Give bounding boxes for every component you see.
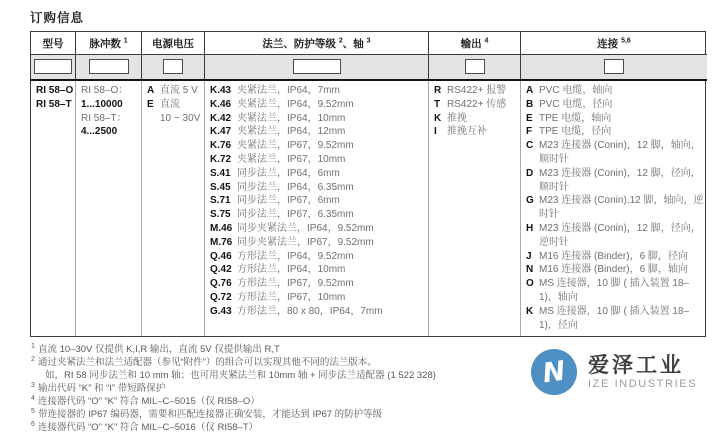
order-code-cell xyxy=(429,55,521,81)
footnote-6: $^6$ 连接器代码 “O” “K” 符合 MIL–C–5016（仅 RI58–T） xyxy=(31,421,259,434)
footnote-text: 带连接器的 IP67 编码器，需要和匹配连接器正确安装，才能达到 IP67 的防护等级 xyxy=(38,409,383,421)
option-entry: K.42 夹紧法兰，IP64，10mm xyxy=(210,112,346,124)
column-options-model xyxy=(31,81,76,336)
footnote-1: $^1$ 直流 10–30V 仅提供 K,I,R 输出，直流 5V 仅提供输出 R,T xyxy=(31,343,280,356)
order-code-cell xyxy=(31,55,76,81)
page-title: 订购信息 xyxy=(30,11,85,25)
pinwheel-n-icon xyxy=(531,349,577,395)
option-entry: B PVC 电缆，径向 xyxy=(526,98,613,110)
company-logo xyxy=(531,349,697,395)
option-entry: S.45 同步法兰，IP64，6.35mm xyxy=(210,181,354,193)
option-entry: G.43 方形法兰，80 x 80，IP64，7mm xyxy=(210,305,383,317)
ordering-table xyxy=(30,31,706,337)
option-entry: K.46 夹紧法兰，IP64，9.52mm xyxy=(210,98,354,110)
option-entry: E 直流 xyxy=(147,98,180,110)
option-entry: Q.76 方形法兰，IP67，9.52mm xyxy=(210,278,354,290)
order-code-box xyxy=(604,59,624,74)
column-options-pulse-count xyxy=(76,81,142,336)
option-entry: O MS 连接器，10 脚 ( 插入装置 18–1)，轴向 xyxy=(526,278,690,303)
footnote-2: $^2$ 通过夹紧法兰和法兰适配器（参见“附件”）的组合可以实现其他不同的法兰版本。 xyxy=(31,356,377,369)
table-header-row xyxy=(31,32,705,55)
option-entry: G M23 连接器 (Conin),12 脚，轴向，逆时针 xyxy=(526,195,704,221)
option-entry: 4...2500 xyxy=(81,126,118,138)
order-code-cell xyxy=(76,55,142,81)
order-code-cell xyxy=(142,55,205,81)
option-entry: 10 ~ 30V xyxy=(160,112,201,124)
table-body-row xyxy=(31,81,705,336)
option-entry: D M23 连接器 (Conin)，12 脚，径向，顺时针 xyxy=(526,167,701,193)
column-header-output: 输出 $^4$ xyxy=(429,32,521,55)
footnote-5: $^5$ 带连接器的 IP67 编码器，需要和匹配连接器正确安装，才能达到 IP67 的防护等级 xyxy=(31,408,383,421)
footnote-3: $^3$ 输出代码 “K” 和 “I” 带短路保护 xyxy=(31,382,166,395)
column-header-connection: 连接 $^{5,6}$ xyxy=(521,32,707,55)
option-entry: RI 58–T： xyxy=(81,112,127,124)
order-code-box xyxy=(163,59,183,74)
column-header-supply-voltage: 电源电压 xyxy=(142,32,205,55)
option-entry: N M16 连接器 (Binder)，6 脚，轴向 xyxy=(526,264,688,276)
column-options-supply-voltage xyxy=(142,81,205,336)
option-entry: M.46 同步夹紧法兰，IP64，9.52mm xyxy=(210,222,374,234)
option-entry: E TPE 电缆，轴向 xyxy=(526,112,612,124)
option-entry: K MS 连接器，10 脚 ( 插入装置 18–1)，径向 xyxy=(526,305,690,331)
order-code-cell xyxy=(205,55,429,81)
option-entry: Q.42 方形法兰，IP64，10mm xyxy=(210,264,346,276)
footnote-text: 连接器代码 “O” “K” 符合 MIL–C–5015（仅 RI58–O） xyxy=(38,396,260,408)
footnote-text: 直流 10–30V 仅提供 K,I,R 输出，直流 5V 仅提供输出 R,T xyxy=(38,344,280,356)
column-options-connection xyxy=(521,81,707,336)
option-entry: T RS422+ 传感 xyxy=(434,98,507,110)
logo-text xyxy=(588,354,697,391)
svg-text:N: N xyxy=(540,355,568,390)
logo-name-en: IZE INDUSTRIES xyxy=(588,377,698,390)
footnote-text: 输出代码 “K” 和 “I” 带短路保护 xyxy=(38,383,166,395)
order-code-box xyxy=(34,59,72,74)
option-entry: RI 58–T xyxy=(36,98,72,110)
order-code-box xyxy=(465,59,485,74)
column-header-flange-protection-shaft: 法兰、防护等级 $^2$、轴 $^3$ xyxy=(205,32,429,55)
order-code-row xyxy=(31,55,705,81)
option-entry: K.47 夹紧法兰，IP64，12mm xyxy=(210,126,346,138)
option-entry: Q.72 方形法兰，IP67，10mm xyxy=(210,291,346,303)
column-options-output xyxy=(429,81,521,336)
option-entry: H M23 连接器 (Conin)，12 脚，径向，逆时针 xyxy=(526,222,701,248)
logo-name-cn: 爱泽工业 xyxy=(588,353,684,377)
footnote-text: 通过夹紧法兰和法兰适配器（参见“附件”）的组合可以实现其他不同的法兰版本。 xyxy=(38,357,377,369)
option-entry: K.43 夹紧法兰，IP64，7mm xyxy=(210,85,340,96)
footnote-4: $^4$ 连接器代码 “O” “K” 符合 MIL–C–5015（仅 RI58–O） xyxy=(31,395,260,408)
footnote-text: 连接器代码 “O” “K” 符合 MIL–C–5016（仅 RI58–T） xyxy=(38,422,259,434)
option-entry: F TPE 电缆，径向 xyxy=(526,126,612,138)
option-entry: R RS422+ 报警 xyxy=(434,85,507,96)
option-entry: S.41 同步法兰，IP64，6mm xyxy=(210,167,340,179)
option-entry: M.76 同步夹紧法兰，IP67，9.52mm xyxy=(210,236,374,248)
option-entry: K 推挽 xyxy=(434,112,467,124)
option-entry: K.76 夹紧法兰，IP67，9.52mm xyxy=(210,140,354,152)
option-entry: 1...10000 xyxy=(81,98,123,110)
order-code-box xyxy=(293,59,341,74)
option-entry: I 推挽互补 xyxy=(434,126,487,138)
option-entry: A PVC 电缆，轴向 xyxy=(526,85,613,96)
column-options-flange-protection-shaft xyxy=(205,81,429,336)
option-entry: A 直流 5 V xyxy=(147,85,198,96)
option-entry: S.71 同步法兰，IP67，6mm xyxy=(210,195,340,207)
column-header-pulse-count: 脉冲数 $^1$ xyxy=(76,32,142,55)
column-header-model: 型号 xyxy=(31,32,76,55)
option-entry: S.75 同步法兰，IP67，6.35mm xyxy=(210,209,354,221)
option-entry: RI 58–O xyxy=(36,85,74,96)
order-code-cell xyxy=(521,55,707,81)
footnote-text: 如，RI 58 同步法兰和 10 mm 轴；也可用夹紧法兰和 10mm 轴 + 同步法兰适配器 (1 522 328) xyxy=(45,370,436,382)
order-code-box xyxy=(89,59,129,74)
option-entry: Q.46 方形法兰，IP64，9.52mm xyxy=(210,250,354,262)
option-entry: C M23 连接器 (Conin)，12 脚，轴向，顺时针 xyxy=(526,140,701,165)
option-entry: K.72 夹紧法兰，IP67，10mm xyxy=(210,153,346,165)
option-entry: RI 58–O： xyxy=(81,85,129,96)
option-entry: J M16 连接器 (Binder)，6 脚，径向 xyxy=(526,250,688,262)
